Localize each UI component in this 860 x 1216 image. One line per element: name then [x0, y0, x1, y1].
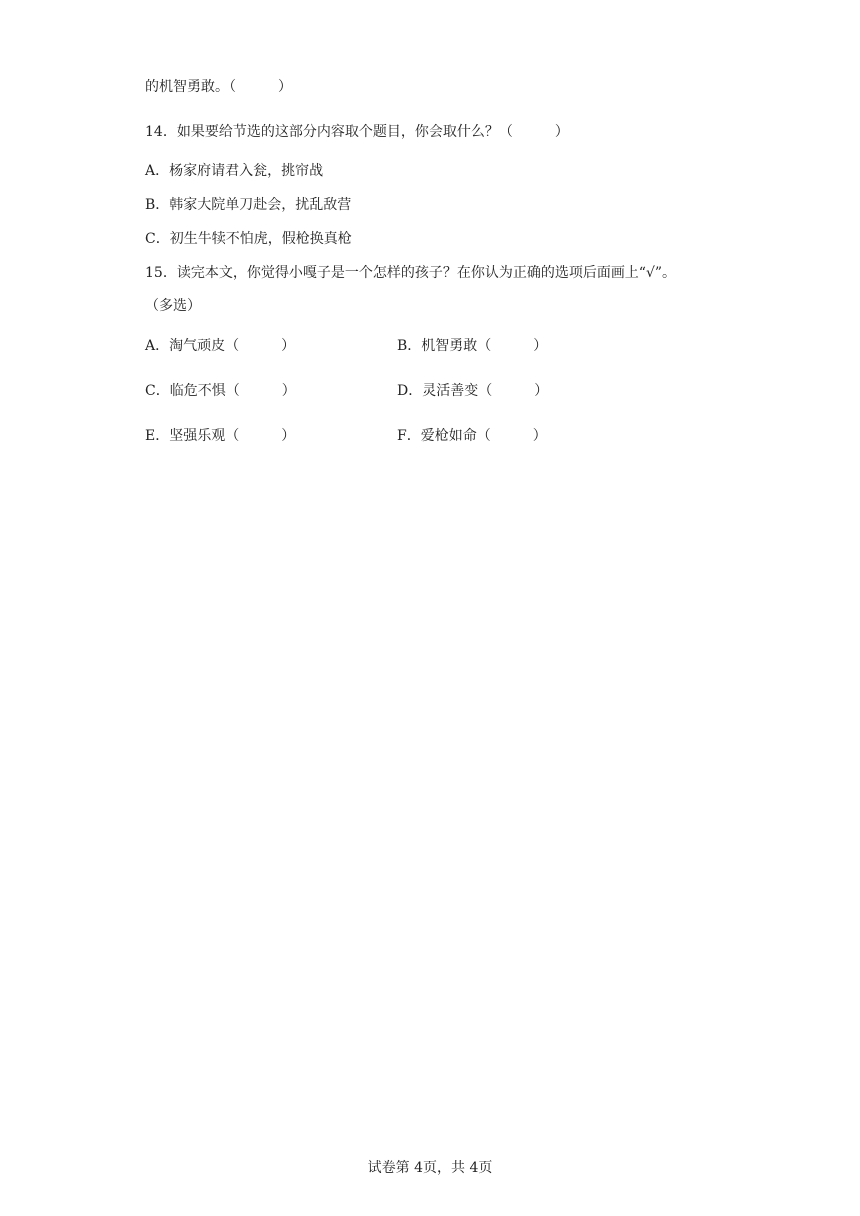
- question-15-option-b: B．机智勇敢（ ）: [397, 338, 548, 354]
- question-15-option-f: F．爱枪如命（ ）: [397, 428, 547, 444]
- question-14-option-c: C．初生牛犊不怕虎，假枪换真枪: [145, 231, 352, 247]
- question-15-note: （多选）: [145, 298, 201, 314]
- question-15-option-d: D．灵活善变（ ）: [397, 383, 549, 399]
- question-15-option-c: C．临危不惧（ ）: [145, 383, 296, 399]
- question-14-option-b: B．韩家大院单刀赴会，扰乱敌营: [145, 197, 352, 213]
- question-15-option-a: A．淘气顽皮（ ）: [145, 338, 296, 354]
- question-15-option-e: E．坚强乐观（ ）: [145, 428, 296, 444]
- continuation-text: 的机智勇敢。（ ）: [145, 79, 292, 95]
- page-footer: 试卷第 4页，共 4页: [367, 1160, 493, 1176]
- question-14-option-a: A．杨家府请君入瓮，挑帘战: [145, 163, 324, 179]
- question-15-stem: 15．读完本文，你觉得小嘎子是一个怎样的孩子？在你认为正确的选项后面画上“√”。: [145, 265, 677, 281]
- question-14-stem: 14．如果要给节选的这部分内容取个题目，你会取什么？（ ）: [145, 124, 569, 140]
